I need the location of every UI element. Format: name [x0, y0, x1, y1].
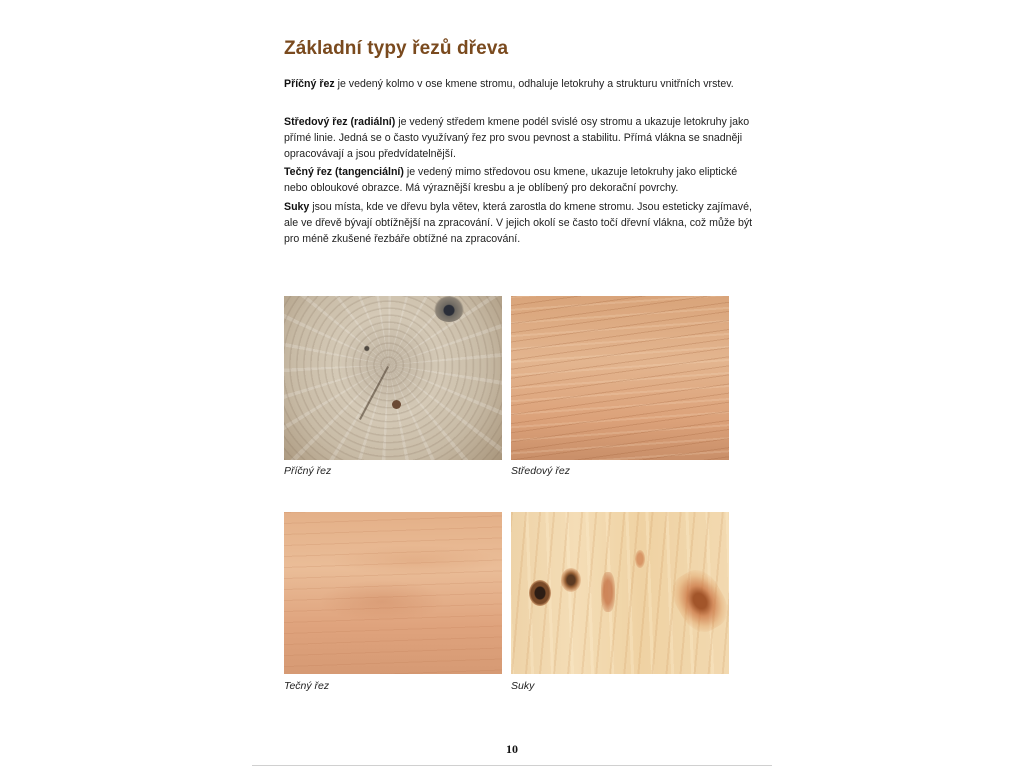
term-cross-cut: Příčný řez — [284, 78, 335, 90]
caption-radial-cut: Středový řez — [511, 465, 570, 477]
knot-mark — [635, 550, 645, 568]
knot-mark — [434, 296, 464, 322]
knot-mark — [665, 563, 729, 640]
page-title: Základní typy řezů dřeva — [284, 38, 509, 59]
paragraph-tangential-cut — [284, 164, 754, 196]
knot-mark — [529, 580, 551, 606]
footer-divider — [252, 765, 772, 766]
paragraph-knots — [284, 199, 754, 247]
caption-cross-cut: Příčný řez — [284, 465, 332, 477]
photo-cross-cut — [284, 296, 502, 460]
caption-knots: Suky — [511, 680, 535, 692]
spot-mark — [392, 400, 401, 409]
text-tangential-cut: je vedený mimo středovou osu kmene, ukazuje letokruhy jako eliptické nebo obloukové obrazce. Má výraznější kresbu a je oblíbený pro dekorační povrchy. — [284, 166, 738, 194]
caption-tangential-cut: Tečný řez — [284, 680, 330, 692]
knot-mark — [561, 568, 581, 592]
paragraph-cross-cut — [284, 76, 754, 92]
page-number: 10 — [506, 742, 518, 756]
paragraph-radial-cut — [284, 114, 754, 162]
crack-mark — [359, 366, 389, 420]
knot-mark — [601, 572, 615, 612]
term-knots: Suky — [284, 201, 310, 213]
text-cross-cut: je vedený kolmo v ose kmene stromu, odhaluje letokruhy a strukturu vnitřních vrstev. — [334, 78, 734, 90]
text-radial-cut: je vedený středem kmene podél svislé osy stromu a ukazuje letokruhy jako přímé linie. Jedná se o často využívaný řez pro svou pevnost a stabilitu. Přímá vlákna se snadněji opracovávají a jsou předvídatelnější. — [284, 116, 750, 160]
photo-tangential-cut — [284, 512, 502, 674]
text-knots: jsou místa, kde ve dřevu byla větev, která zarostla do kmene stromu. Jsou esteticky zajímavé, ale ve dřevě bývají obtížnější na zpracování. V jejich okolí se často točí dřevní vlákna, což může být pro méně zkušené řezbáře obtížné na zpracování. — [284, 201, 753, 245]
term-tangential-cut: Tečný řez (tangenciální) — [284, 166, 404, 178]
photo-radial-cut — [511, 296, 729, 460]
term-radial-cut: Středový řez (radiální) — [284, 116, 396, 128]
photo-knots — [511, 512, 729, 674]
